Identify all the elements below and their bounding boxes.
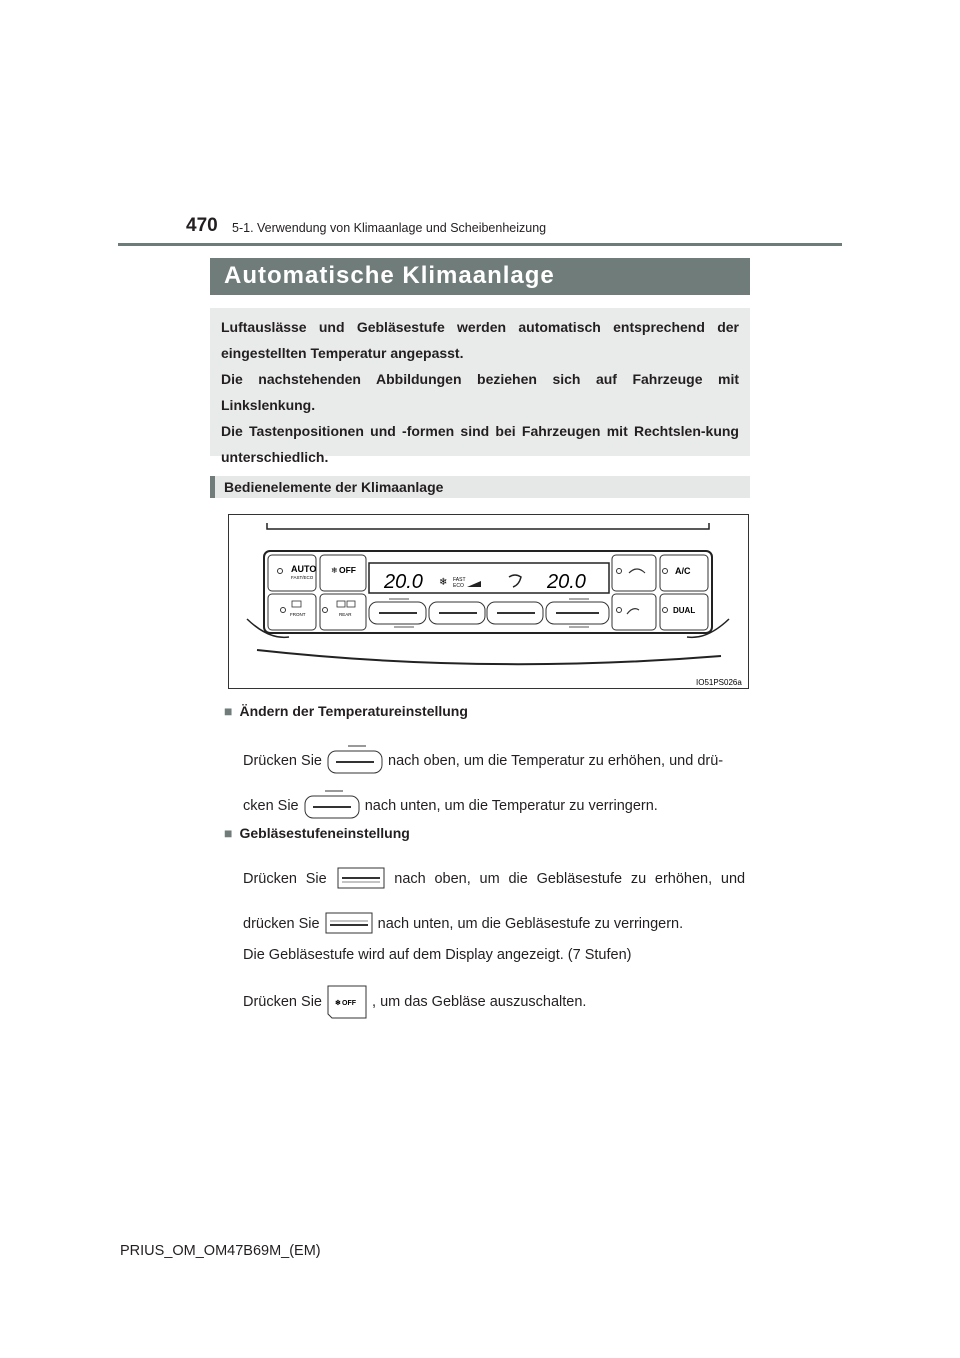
fan-off-button-icon bbox=[326, 984, 368, 1020]
figure-code: IO51PS026a bbox=[696, 678, 742, 687]
climate-panel-illustration bbox=[229, 515, 748, 688]
fan-heading: ■ Gebläsestufeneinstellung bbox=[224, 825, 410, 841]
svg-text:❄: ❄ bbox=[439, 577, 448, 588]
fast-eco-label: FAST/ECO bbox=[291, 575, 314, 580]
auto-button-label: AUTO bbox=[291, 564, 317, 574]
svg-text:❄: ❄ bbox=[331, 566, 338, 575]
subsection-title: Bedienelemente der Klimaanlage bbox=[224, 479, 444, 495]
intro-paragraph-1: Luftauslässe und Gebläsestufe werden automatisch entsprechend der eingestellten Temperatur angepasst. bbox=[221, 319, 739, 361]
intro-box bbox=[210, 308, 750, 465]
svg-text:OFF: OFF bbox=[342, 1000, 357, 1007]
fan-off-button-label: OFF bbox=[339, 565, 356, 575]
subsection-bar bbox=[210, 476, 215, 498]
fan-line-3: Die Gebläsestufe wird auf dem Display angezeigt. (7 Stufen) bbox=[243, 947, 632, 963]
dash-trim-top bbox=[267, 523, 709, 529]
fan-line-4: Drücken Sie ❄ OFF , um das Gebläse auszuschalten. bbox=[243, 984, 586, 1020]
page-title: Automatische Klimaanlage bbox=[224, 262, 555, 289]
mode-fast: FAST bbox=[453, 577, 466, 583]
page-number: 470 bbox=[186, 215, 218, 236]
svg-text:❄: ❄ bbox=[335, 1000, 341, 1007]
mode-eco: ECO bbox=[453, 583, 464, 589]
temp-left: 20.0 bbox=[384, 571, 423, 593]
fan-line-1: Drücken Sie nach oben, um die Gebläsestufe zu erhöhen, und bbox=[243, 866, 745, 892]
fan-slider-down-icon bbox=[324, 911, 374, 937]
temp-right: 20.0 bbox=[547, 571, 586, 593]
rear-button-label: REAR bbox=[339, 612, 352, 617]
dual-button-label: DUAL bbox=[673, 606, 696, 615]
fan-line-2: drücken Sie nach unten, um die Gebläsestufe zu verringern. bbox=[243, 911, 683, 937]
fan-slider-up-icon bbox=[336, 866, 386, 892]
temp-line-2: cken Sie nach unten, um die Temperatur zu verringern. bbox=[243, 789, 658, 823]
subsection-banner bbox=[210, 476, 750, 498]
section-title: 5-1. Verwendung von Klimaanlage und Scheibenheizung bbox=[232, 221, 547, 235]
intro-paragraph-2: Die nachstehenden Abbildungen beziehen sich auf Fahrzeuge mit Linkslenkung. bbox=[221, 371, 739, 413]
temp-slider-down-icon bbox=[303, 789, 361, 823]
header-rule bbox=[118, 243, 842, 246]
dash-trim-bottom bbox=[257, 650, 721, 664]
bullet-square-icon: ■ bbox=[224, 825, 233, 841]
front-button-label: FRONT bbox=[290, 612, 306, 617]
temp-heading: ■ Ändern der Temperatureinstellung bbox=[224, 703, 468, 719]
temp-slider-up-icon bbox=[326, 744, 384, 778]
bullet-square-icon: ■ bbox=[224, 703, 233, 719]
temp-line-1: Drücken Sie nach oben, um die Temperatur zu erhöhen, und drü- bbox=[243, 744, 723, 778]
footer-doc-id: PRIUS_OM_OM47B69M_(EM) bbox=[120, 1243, 321, 1259]
title-banner bbox=[210, 258, 750, 295]
intro-paragraph-3: Die Tastenpositionen und -formen sind bei Fahrzeugen mit Rechtslen-kung unterschiedlich. bbox=[221, 423, 739, 465]
climate-panel-figure bbox=[228, 514, 749, 689]
ac-button-label: A/C bbox=[675, 566, 691, 576]
